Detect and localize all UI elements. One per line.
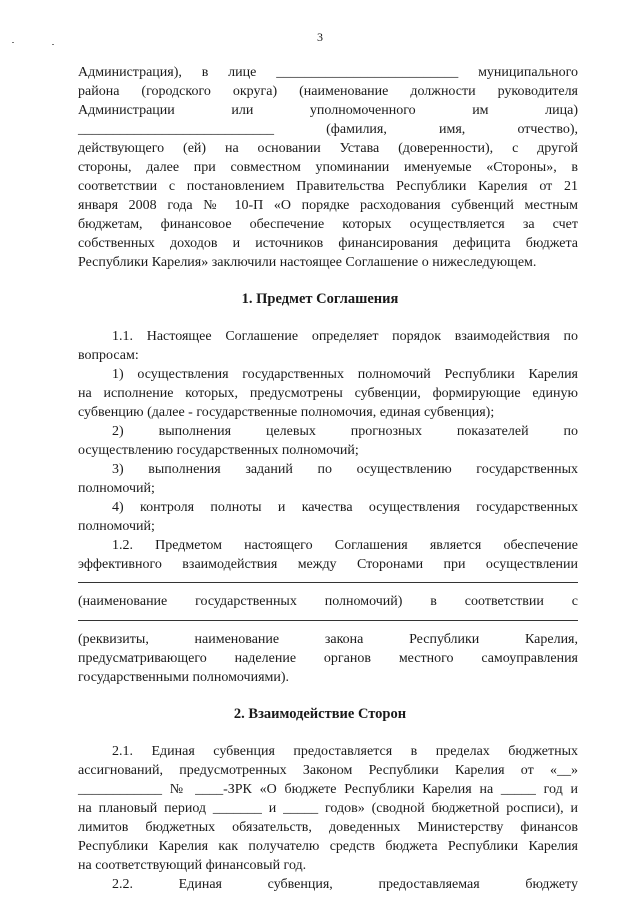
text-line: действующего (ей) на основании Устава (доверенности), с другой xyxy=(78,141,578,156)
section-heading: 1. Предмет Соглашения xyxy=(241,291,399,307)
text-line: (реквизиты, наименование закона Республики Карелия, xyxy=(78,632,578,647)
text-line: собственных доходов и источников финансирования дефицита бюджета xyxy=(78,236,578,251)
text-line: ассигнований, предусмотренных Законом Республики Карелия от «__» xyxy=(78,763,578,778)
text-line: (наименование государственных полномочий) в соответствии с xyxy=(78,594,578,609)
text-line: района (городского округа) (наименование должности руководителя xyxy=(78,84,578,99)
text-line: Республики Карелия» заключили настоящее Соглашение о нижеследующем. xyxy=(78,255,537,270)
fill-in-line[interactable] xyxy=(78,582,578,583)
text-line: 1.1. Настоящее Соглашение определяет порядок взаимодействия по xyxy=(112,329,578,344)
text-line: полномочий; xyxy=(78,519,155,534)
text-line: на исполнение которых, предусмотрены субвенции, формирующие единую xyxy=(78,386,578,401)
text-line: Республики Карелия как получателю средств бюджета Республики Карелия xyxy=(78,839,578,854)
text-line: ____________ № ____-ЗРК «О бюджете Республики Карелия на _____ год и xyxy=(78,782,578,797)
text-line: субвенцию (далее - государственные полномочия, единая субвенция); xyxy=(78,405,495,420)
text-line: предусматривающего наделение органов местного самоуправления xyxy=(78,651,578,666)
text-line: вопросам: xyxy=(78,348,139,363)
scan-speck xyxy=(12,42,14,43)
text-line: осуществлению государственных полномочий; xyxy=(78,443,359,458)
scan-speck xyxy=(52,44,54,45)
text-line: бюджетам, финансовое обеспечение которых осуществляется за счет xyxy=(78,217,578,232)
text-line: эффективного взаимодействия между Сторонами при осуществлении xyxy=(78,557,578,572)
text-line: 1) осуществления государственных полномочий Республики Карелия xyxy=(112,367,578,382)
text-line: 1.2. Предметом настоящего Соглашения является обеспечение xyxy=(112,538,578,553)
text-line: полномочий; xyxy=(78,481,155,496)
text-line: Администрации или уполномоченного им лица) xyxy=(78,103,578,118)
text-line: лимитов бюджетных обязательств, доведенных Министерству финансов xyxy=(78,820,578,835)
text-line: соответствии с постановлением Правительства Республики Карелия от 21 xyxy=(78,179,578,194)
text-line: государственными полномочиями). xyxy=(78,670,290,685)
text-line: на соответствующий финансовый год. xyxy=(78,858,307,873)
fill-in-line[interactable] xyxy=(78,620,578,621)
section-heading: 2. Взаимодействие Сторон xyxy=(233,706,407,722)
text-line: 2.1. Единая субвенция предоставляется в пределах бюджетных xyxy=(112,744,578,759)
page-number: 3 xyxy=(317,30,323,44)
text-line: 3) выполнения заданий по осуществлению государственных xyxy=(112,462,578,477)
text-line: 2) выполнения целевых прогнозных показателей по xyxy=(112,424,578,439)
text-line: Администрация), в лице __________________________ муниципального xyxy=(78,65,578,80)
text-line: января 2008 года № 10-П «О порядке расходования субвенций местным xyxy=(78,198,578,213)
text-line: стороны, далее при совместном упоминании именуемые «Стороны», в xyxy=(78,160,578,175)
text-line: ____________________________ (фамилия, имя, отчество), xyxy=(78,122,578,137)
text-line: 4) контроля полноты и качества осуществления государственных xyxy=(112,500,578,515)
text-line: 2.2. Единая субвенция, предоставляемая бюджету xyxy=(112,877,578,892)
text-line: на плановый период _______ и _____ годов» (сводной бюджетной росписи), и xyxy=(78,801,578,816)
